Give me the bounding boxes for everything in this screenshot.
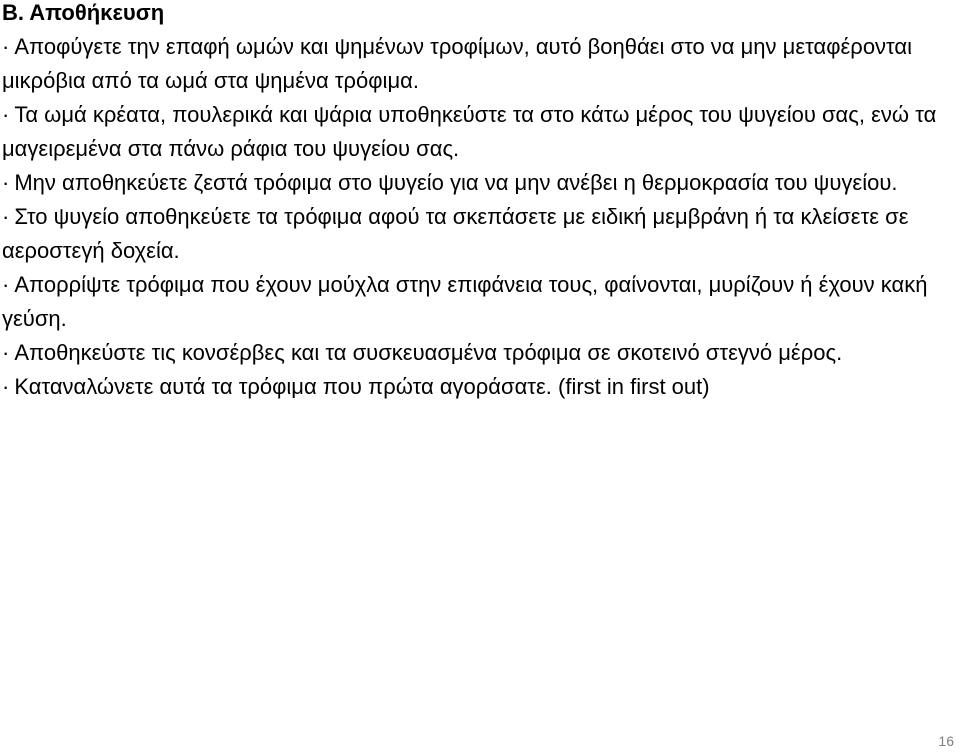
slide-title: Β. Αποθήκευση [2,0,165,25]
bullet-item [2,166,960,200]
bullet-dot: · [2,102,10,127]
bullet-item [2,370,960,404]
bullet-dot: · [2,340,10,365]
bullet-text: Απορρίψτε τρόφιμα που έχουν μούχλα στην επιφάνεια τους, φαίνονται, μυρίζουν ή έχουν κακή γεύση. [2,272,928,331]
bullet-text: Στο ψυγείο αποθηκεύετε τα τρόφιμα αφού τα σκεπάσετε με ειδική μεμβράνη ή τα κλείσετε σε αεροστεγή δοχεία. [2,204,909,263]
bullet-list [2,30,960,404]
bullet-item [2,200,960,268]
bullet-dot: · [2,374,10,399]
bullet-item [2,98,960,166]
bullet-text: Αποφύγετε την επαφή ωμών και ψημένων τροφίμων, αυτό βοηθάει στο να μην μεταφέρονται μικρόβια από τα ωμά στα ψημένα τρόφιμα. [2,34,913,93]
bullet-dot: · [2,204,10,229]
bullet-dot: · [2,34,10,59]
bullet-dot: · [2,170,10,195]
bullet-text: Αποθηκεύστε τις κονσέρβες και τα συσκευασμένα τρόφιμα σε σκοτεινό στεγνό μέρος. [14,340,843,365]
bullet-item [2,30,960,98]
bullet-item [2,268,960,336]
bullet-text: Τα ωμά κρέατα, πουλερικά και ψάρια υποθηκεύστε τα στο κάτω μέρος του ψυγείου σας, ενώ τα μαγειρεμένα στα πάνω ράφια του ψυγείου σας. [2,102,937,161]
bullet-item [2,336,960,370]
page-number: 16 [938,733,954,749]
bullet-text: Καταναλώνετε αυτά τα τρόφιμα που πρώτα αγοράσατε. (first in first out) [14,374,710,399]
bullet-dot: · [2,272,10,297]
bullet-text: Μην αποθηκεύετε ζεστά τρόφιμα στο ψυγείο για να μην ανέβει η θερμοκρασία του ψυγείου. [14,170,898,195]
